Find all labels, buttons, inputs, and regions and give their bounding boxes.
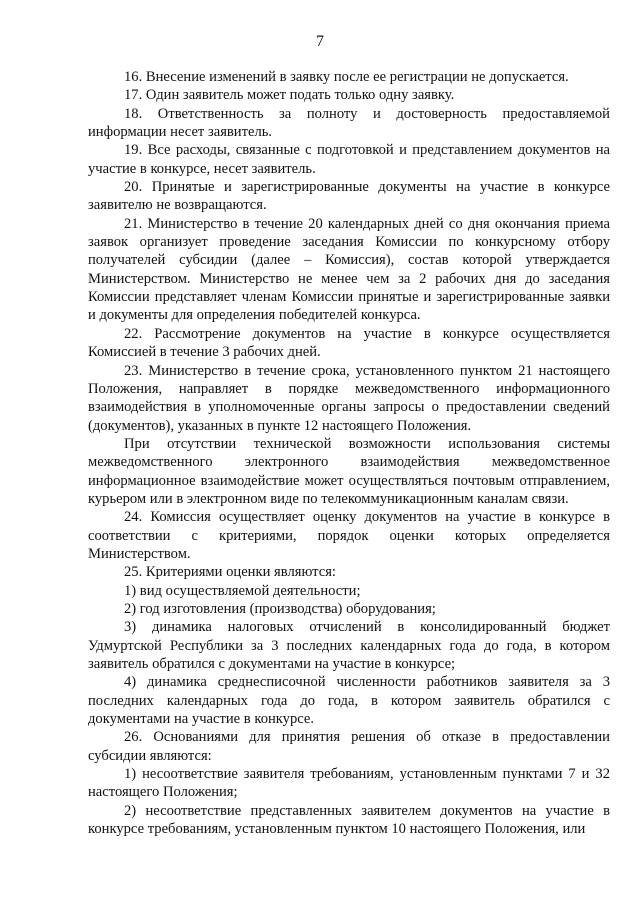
paragraph-22: 22. Рассмотрение документов на участие в конкурсе осуществляется Комиссией в течение 3 рабочих дней. (88, 325, 610, 361)
paragraph-21: 21. Министерство в течение 20 календарных дней со дня окончания приема заявок организует проведение заседания Комиссии по конкурсному отбору получателей субсидии (далее – Комиссия), состав которой утверждается Министерством. Министерство не менее чем за 2 рабочих дня до заседания Комиссии представляет членам Комиссии принятые и зарегистрированные заявки и документы для определения победителей конкурса. (88, 215, 610, 324)
page-number: 7 (316, 33, 324, 50)
criterion-2: 2) год изготовления (производства) оборудования; (124, 600, 436, 617)
paragraph-16: 16. Внесение изменений в заявку после ее регистрации не допускается. (124, 69, 569, 85)
paragraph-19: 19. Все расходы, связанные с подготовкой и представлением документов на участие в конкурсе, несет заявитель. (88, 142, 610, 177)
paragraph-26: 26. Основаниями для принятия решения об отказе в предоставлении субсидии являются: (88, 729, 610, 764)
refusal-ground-1: 1) несоответствие заявителя требованиям, установленным пунктами 7 и 32 настоящего Положения; (88, 766, 610, 801)
criterion-4: 4) динамика среднесписочной численности работников заявителя за 3 последних календарных года до года, в котором заявитель обратился с документами на участие в конкурсе. (88, 674, 610, 728)
paragraph-25: 25. Критериями оценки являются: (124, 564, 336, 581)
refusal-ground-2: 2) несоответствие представленных заявителем документов на участие в конкурсе требованиям, установленным пунктом 10 настоящего Положения, или (88, 802, 610, 838)
document-body (88, 68, 610, 838)
paragraph-20: 20. Принятые и зарегистрированные документы на участие в конкурсе заявителю не возвращаются. (88, 179, 610, 214)
paragraph-23: 23. Министерство в течение срока, установленного пунктом 21 настоящего Положения, направляет в порядке межведомственного информационного взаимодействия в уполномоченные органы запросы о предоставлении сведений (документов), указанных в пункте 12 настоящего Положения. (88, 362, 610, 434)
paragraph-23-continuation: При отсутствии технической возможности использования системы межведомственного электронного взаимодействия межведомственное информационное взаимодействие может осуществляться почтовым отправлением, курьером или в электронном виде по телекоммуникационным каналам связи. (88, 435, 610, 507)
criterion-3: 3) динамика налоговых отчислений в консолидированный бюджет Удмуртской Республики за 3 последних календарных года до года, в котором заявитель обратился с документами на участие в конкурсе; (88, 619, 610, 672)
paragraph-17: 17. Один заявитель может подать только одну заявку. (124, 87, 455, 104)
paragraph-18: 18. Ответственность за полноту и достоверность предоставляемой информации несет заявитель. (88, 105, 610, 141)
criterion-1: 1) вид осуществляемой деятельности; (124, 582, 361, 599)
paragraph-24: 24. Комиссия осуществляет оценку документов на участие в конкурсе в соответствии с критериями, порядок оценки которых определяется Министерством. (88, 509, 610, 562)
